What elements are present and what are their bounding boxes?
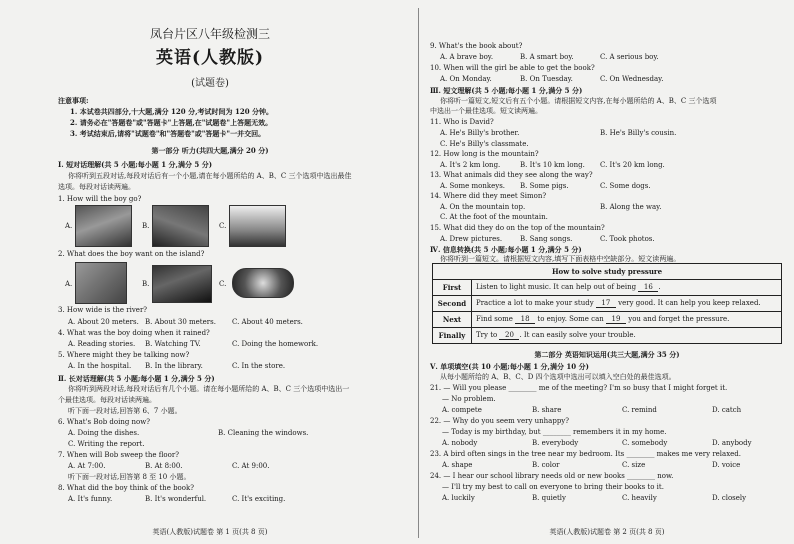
option-a: A. A brave boy. xyxy=(440,53,494,61)
option-label: B. xyxy=(142,222,150,230)
watch-picture xyxy=(232,268,294,298)
question-15: 15. What did they do on the top of the mountain? xyxy=(430,224,605,232)
option-a: A. On Monday. xyxy=(440,75,492,83)
option-b: B. In the library. xyxy=(145,362,203,370)
notice-item: 2. 请务必在"答题卷"或"答题卡"上答题,在"试题卷"上答题无效。 xyxy=(70,118,273,127)
option-a: A. Some monkeys. xyxy=(440,182,506,190)
question-8: 8. What did the boy think of the book? xyxy=(58,484,194,492)
section4-title: Ⅳ. 信息转换(共 5 小题;每小题 1 分,满分 5 分) xyxy=(430,245,582,254)
answer-blank[interactable]: 16 xyxy=(638,283,658,292)
table-row xyxy=(433,296,782,312)
row-heading: First xyxy=(433,280,472,296)
row-text: Listen to light music. It can help out of being xyxy=(476,283,637,291)
answer-blank[interactable]: 18 xyxy=(515,315,535,324)
row-text: very good. It can help you keep relaxed. xyxy=(618,299,761,307)
dialogue-instruction: 听下面一段对话,回答第 8 至 10 小题。 xyxy=(68,473,191,481)
option-a: A. Doing the dishes. xyxy=(68,429,140,437)
option-a: A. In the hospital. xyxy=(68,362,132,370)
question-21: 21. — Will you please ________ me of the meeting? I'm so busy that I might forget it. xyxy=(430,384,728,392)
exam-header: 凤台片区八年级检测三 xyxy=(149,27,270,41)
option-a: A. About 20 meters. xyxy=(68,318,139,326)
exam-subject-title: 英语(人教版) xyxy=(155,48,265,68)
option-b: B. Along the way. xyxy=(600,203,662,211)
car-picture xyxy=(75,205,132,247)
option-b: B. color xyxy=(532,461,560,469)
question-6: 6. What's Bob doing now? xyxy=(58,418,151,426)
question-14: 14. Where did they meet Simon? xyxy=(430,192,547,200)
option-c: C. He's Billy's classmate. xyxy=(440,140,529,148)
section5-instructions: 从每小题所给的 A、B、C、D 四个选项中选出可以填入空白处的最佳选项。 xyxy=(440,373,676,381)
option-b: B. He's Billy's cousin. xyxy=(600,129,677,137)
answer-blank[interactable]: 17 xyxy=(596,299,616,308)
option-a: A. He's Billy's brother. xyxy=(440,129,520,137)
row-text: Try to xyxy=(476,331,498,339)
option-b: B. everybody xyxy=(532,439,579,447)
option-c: C. About 40 meters. xyxy=(232,318,303,326)
page-footer: 英语(人教版)试题卷 第 1 页(共 8 页) xyxy=(152,528,268,536)
option-b: B. Sang songs. xyxy=(520,235,573,243)
laptop-picture xyxy=(152,265,212,303)
question-2: 2. What does the boy want on the island? xyxy=(58,250,205,258)
option-a: A. It's funny. xyxy=(68,495,113,503)
question-7: 7. When will Bob sweep the floor? xyxy=(58,451,179,459)
option-a: A. Drew pictures. xyxy=(440,235,503,243)
exam-paper-type: (试题卷) xyxy=(191,78,229,89)
section1-instructions: 选项。每段对话读两遍。 xyxy=(58,183,135,191)
option-a: A. shape xyxy=(442,461,473,469)
row-heading: Finally xyxy=(433,328,472,344)
answer-blank[interactable]: 19 xyxy=(606,315,626,324)
table-row xyxy=(433,312,782,328)
row-text: . xyxy=(658,283,661,291)
section1-title: Ⅰ. 短对话理解(共 5 小题;每小题 1 分,满分 5 分) xyxy=(58,160,213,169)
option-a: A. luckily xyxy=(442,494,475,502)
option-c: C. At 9:00. xyxy=(232,462,270,470)
option-d: D. voice xyxy=(712,461,741,469)
option-b: B. Watching TV. xyxy=(145,340,201,348)
option-label: B. xyxy=(142,280,150,288)
option-c: C. Some dogs. xyxy=(600,182,651,190)
option-b: B. At 8:00. xyxy=(145,462,183,470)
option-c: C. Doing the homework. xyxy=(232,340,319,348)
ship-picture xyxy=(152,205,209,247)
row-text: you and forget the pressure. xyxy=(628,315,730,323)
option-b: B. quietly xyxy=(532,494,566,502)
section2-instructions: 个最佳选项。每段对话读两遍。 xyxy=(58,396,156,404)
section3-title: Ⅲ. 短文理解(共 5 小题;每小题 1 分,满分 5 分) xyxy=(430,86,583,95)
option-b: B. On Tuesday. xyxy=(520,75,573,83)
question-21-reply: — No problem. xyxy=(442,395,496,403)
section2-title: Ⅱ. 长对话理解(共 5 小题;每小题 1 分,满分 5 分) xyxy=(58,374,215,383)
option-a: A. Reading stories. xyxy=(68,340,136,348)
row-content xyxy=(472,296,782,312)
part1-title: 第一部分 听力(共四大题,满分 20 分) xyxy=(151,146,269,155)
notice-item: 1. 本试卷共四部分,十大题,满分 120 分,考试时间为 120 分钟。 xyxy=(70,107,274,116)
train-picture xyxy=(229,205,286,247)
option-a: A. nobody xyxy=(442,439,478,447)
question-4: 4. What was the boy doing when it rained? xyxy=(58,329,210,337)
question-11: 11. Who is David? xyxy=(430,118,494,126)
option-c: C. Took photos. xyxy=(600,235,655,243)
question-10: 10. When will the girl be able to get the book? xyxy=(430,64,595,72)
question-3: 3. How wide is the river? xyxy=(58,306,148,314)
section4-instructions: 你将听到一篇短文。请根据短文内容,填写下面表格中空缺部分。短文读两遍。 xyxy=(440,255,681,263)
option-d: D. anybody xyxy=(712,439,752,447)
option-c: C. heavily xyxy=(622,494,657,502)
study-pressure-table xyxy=(432,263,782,344)
table-title-row xyxy=(433,264,782,280)
option-c: C. A serious boy. xyxy=(600,53,659,61)
question-1: 1. How will the boy go? xyxy=(58,195,142,203)
option-a: A. On the mountain top. xyxy=(440,203,526,211)
option-b: B. It's 10 km long. xyxy=(520,161,585,169)
option-a: A. It's 2 km long. xyxy=(440,161,501,169)
option-label: C. xyxy=(219,222,227,230)
row-content xyxy=(472,328,782,344)
option-c: C. In the store. xyxy=(232,362,286,370)
option-c: C. It's exciting. xyxy=(232,495,286,503)
question-22: 22. — Why do you seem very unhappy? xyxy=(430,417,570,425)
question-23: 23. A bird often sings in the tree near my bedroom. Its ________ makes me very relaxed. xyxy=(430,450,742,458)
answer-blank[interactable]: 20 xyxy=(499,331,519,340)
table-row xyxy=(433,280,782,296)
question-5: 5. Where might they be talking now? xyxy=(58,351,190,359)
table-row xyxy=(433,328,782,344)
option-c: C. somebody xyxy=(622,439,668,447)
row-content xyxy=(472,312,782,328)
question-13: 13. What animals did they see along the way? xyxy=(430,171,593,179)
question-9: 9. What's the book about? xyxy=(430,42,523,50)
row-heading: Second xyxy=(433,296,472,312)
option-c: C. remind xyxy=(622,406,657,414)
option-b: B. share xyxy=(532,406,562,414)
section5-title: Ⅴ. 单项填空(共 10 小题;每小题 1 分,满分 10 分) xyxy=(430,362,589,371)
dialogue-instruction: 听下面一段对话,回答第 6、7 小题。 xyxy=(68,407,182,415)
section2-instructions: 你将听到两段对话,每段对话后有几个小题。请在每小题所给的 A、B、C 三个选项中选出一 xyxy=(68,385,350,393)
page-footer: 英语(人教版)试题卷 第 2 页(共 8 页) xyxy=(549,528,665,536)
option-a: A. compete xyxy=(442,406,482,414)
row-heading: Next xyxy=(433,312,472,328)
option-label: A. xyxy=(65,222,73,230)
option-b: B. A smart boy. xyxy=(520,53,574,61)
row-text: . It can easily solve your trouble. xyxy=(519,331,636,339)
section1-instructions: 你将听到五段对话,每段对话后有一个小题,请在每小题所给的 A、B、C 三个选项中选出最佳 xyxy=(68,172,352,180)
row-text: Practice a lot to make your study xyxy=(476,299,594,307)
question-22-reply: — Today is my birthday, but ________ remembers it in my home. xyxy=(442,428,667,436)
option-d: D. closely xyxy=(712,494,747,502)
option-c: C. At the foot of the mountain. xyxy=(440,213,548,221)
tablet-picture xyxy=(75,262,127,304)
section3-instructions: 你将听一篇短文,短文后有五个小题。请根据短文内容,在每小题所给的 A、B、C 三个选项 xyxy=(440,97,717,105)
question-24: 24. — I hear our school library needs old or new books ________ now. xyxy=(430,472,674,480)
option-label: C. xyxy=(219,280,227,288)
row-content xyxy=(472,280,782,296)
option-b: B. Cleaning the windows. xyxy=(218,429,309,437)
option-c: C. size xyxy=(622,461,646,469)
part2-title: 第二部分 英语知识运用(共三大题,满分 35 分) xyxy=(534,350,680,359)
option-b: B. It's wonderful. xyxy=(145,495,207,503)
option-a: A. At 7:00. xyxy=(68,462,106,470)
row-text: to enjoy. Some can xyxy=(537,315,604,323)
notice-title: 注意事项: xyxy=(58,96,89,105)
option-c: C. It's 20 km long. xyxy=(600,161,665,169)
question-24-reply: — I'll try my best to call on everyone to bring their books to it. xyxy=(442,483,664,491)
section3-instructions: 中选出一个最佳选项。短文读两遍。 xyxy=(430,107,542,115)
option-b: B. Some pigs. xyxy=(520,182,569,190)
question-12: 12. How long is the mountain? xyxy=(430,150,539,158)
page-2 xyxy=(420,0,794,544)
table-title: How to solve study pressure xyxy=(433,264,782,280)
option-d: D. catch xyxy=(712,406,742,414)
notice-item: 3. 考试结束后,请将"试题卷"和"答题卷"或"答题卡"一并交回。 xyxy=(70,129,266,138)
row-text: Find some xyxy=(476,315,513,323)
option-label: A. xyxy=(65,280,73,288)
option-b: B. About 30 meters. xyxy=(145,318,216,326)
option-c: C. Writing the report. xyxy=(68,440,145,448)
option-c: C. On Wednesday. xyxy=(600,75,664,83)
